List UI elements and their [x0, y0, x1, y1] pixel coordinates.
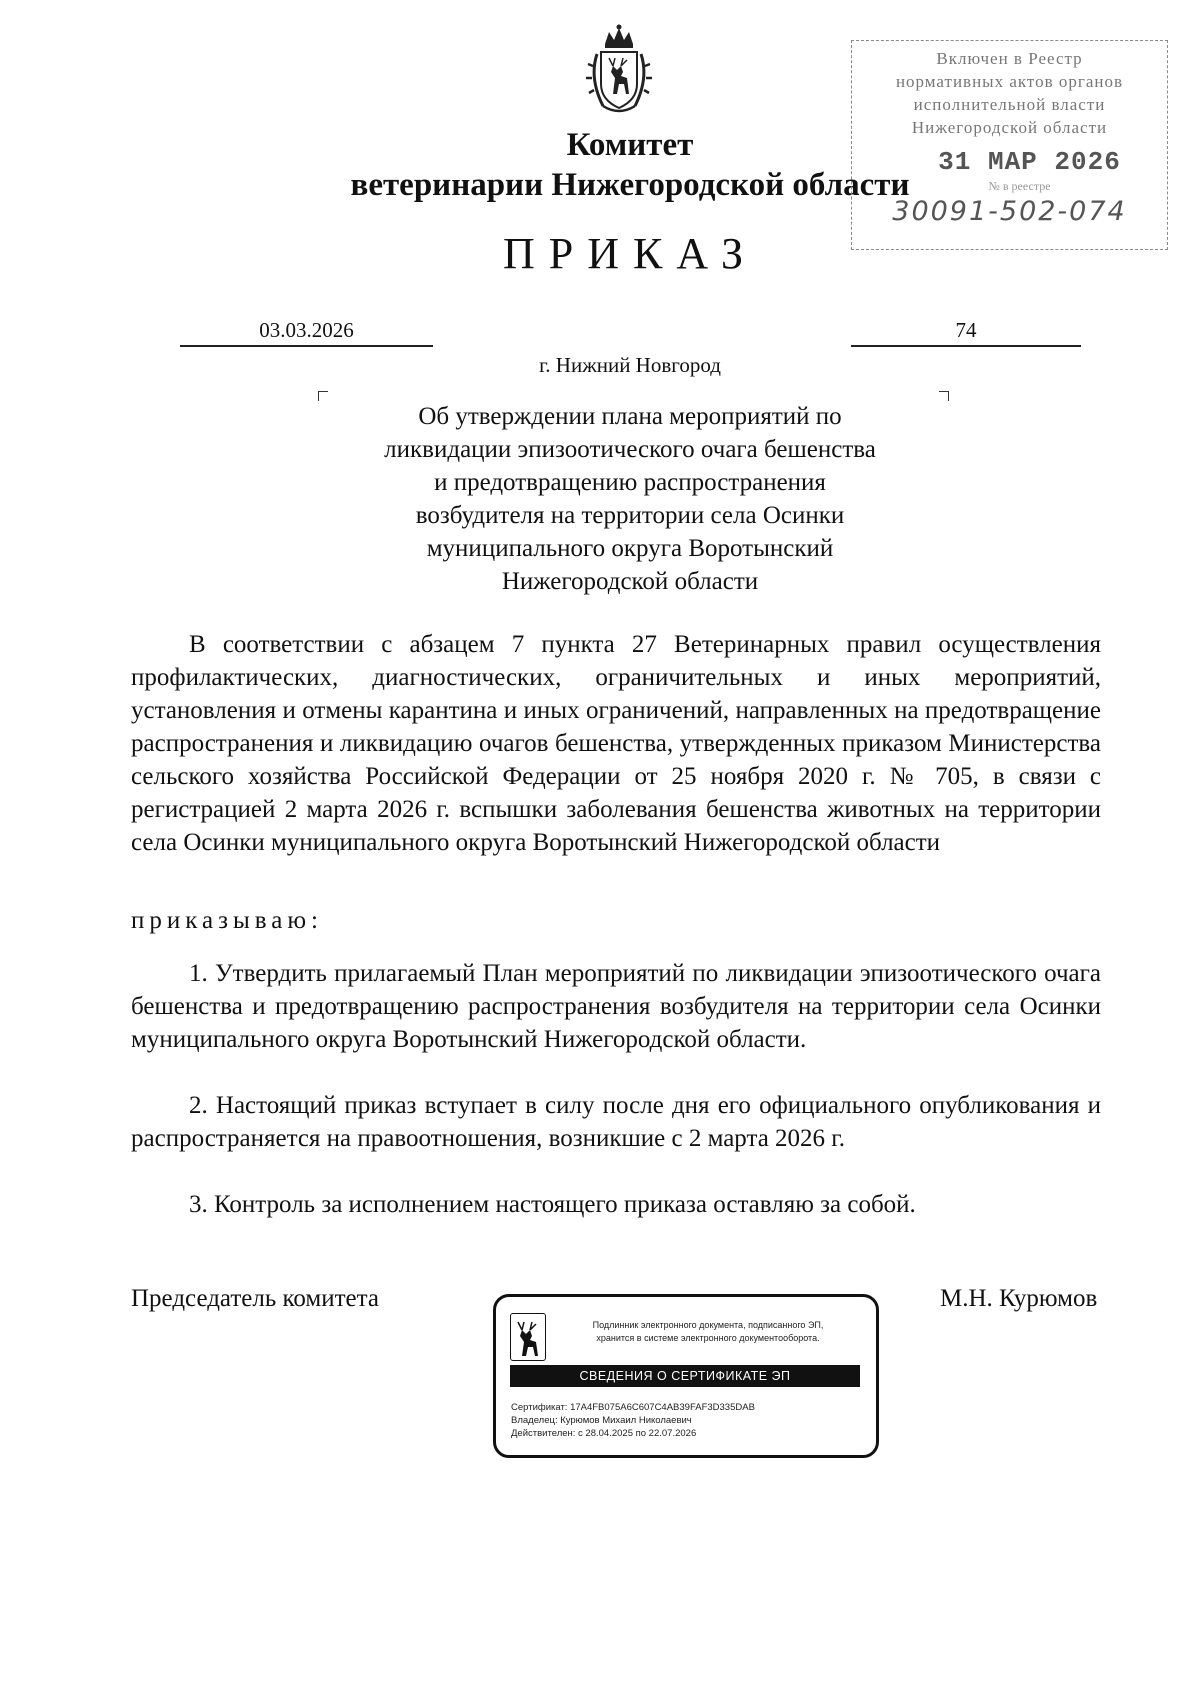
- preamble-paragraph: В соответствии с абзацем 7 пункта 27 Ветеринарных правил осуществления профилактических, диагностических, ограничительных и иных мероприятий, установления и отмены карантина и иных ограничений, направленных на предотвращение распространения и ликвидацию очагов бешенства, утвержденных приказом Министерства сельского хозяйства Российской Федерации от 25 ноября 2020 г. № 705, в связи с регистрацией 2 марта 2026 г. вспышки заболевания бешенства животных на территории села Осинки муниципального округа Воротынский Нижегородской области: [131, 631, 1101, 856]
- signer-position: Председатель комитета: [131, 1285, 379, 1312]
- number-underline: [851, 345, 1081, 347]
- subject-corner-right: [939, 391, 949, 401]
- registry-stamp-line: нормативных актов органов: [895, 72, 1124, 91]
- registry-number-label: № в реестре: [988, 179, 1051, 193]
- subject-corner-left: [318, 391, 328, 401]
- order-item-2: 2. Настоящий приказ вступает в силу после дня его официального опубликования и распространяется на правоотношения, возникшие с 2 марта 2026 г.: [131, 1092, 1101, 1152]
- registry-stamp-line: Включен в Реестр: [936, 49, 1083, 68]
- order-word: приказываю:: [131, 907, 323, 934]
- order-date: 03.03.2026: [259, 318, 354, 342]
- signer-name: М.Н. Курюмов: [940, 1285, 1098, 1312]
- registry-stamp-line: Нижегородской области: [911, 118, 1108, 137]
- org-name-line2: ветеринарии Нижегородской области: [350, 167, 910, 203]
- esign-notice-line: Подлинник электронного документа, подписанного ЭП,: [592, 1320, 824, 1330]
- order-item-3: 3. Контроль за исполнением настоящего приказа оставляю за собой.: [189, 1191, 916, 1218]
- electronic-signature-stamp: [493, 1294, 879, 1458]
- registry-stamp: [851, 40, 1168, 250]
- esign-notice: [558, 1319, 858, 1345]
- nizhny-novgorod-coat-of-arms-icon: [583, 22, 655, 118]
- registry-stamp-line: исполнительной власти: [913, 95, 1106, 114]
- deer-emblem-icon: [510, 1313, 546, 1361]
- subject-line: Об утверждении плана мероприятий по: [418, 403, 842, 430]
- date-underline: [180, 345, 433, 347]
- registry-stamp-date: 31 MAP 2026: [938, 147, 1121, 177]
- esign-notice-line: хранится в системе электронного документооборота.: [596, 1333, 820, 1343]
- esign-details: [511, 1401, 755, 1440]
- subject-line: ликвидации эпизоотического очага бешенства: [384, 436, 876, 463]
- subject-line: Нижегородской области: [501, 568, 759, 595]
- subject-line: и предотвращению распространения: [434, 469, 826, 496]
- esign-validity: Действителен: с 28.04.2025 по 22.07.2026: [511, 1428, 697, 1439]
- document-type-title: ПРИКАЗ: [502, 229, 758, 278]
- esign-certificate: Сертификат: 17A4FB075A6C607C4AB39FAF3D335DAB: [511, 1402, 755, 1413]
- subject-line: муниципального округа Воротынский: [426, 535, 834, 562]
- subject-line: возбудителя на территории села Осинки: [415, 502, 845, 529]
- order-item-1: 1. Утвердить прилагаемый План мероприятий по ликвидации эпизоотического очага бешенства и предотвращению распространения возбудителя на территории села Осинки муниципального округа Воротынский Нижегородской области.: [131, 960, 1101, 1053]
- esign-owner: Владелец: Курюмов Михаил Николаевич: [511, 1415, 692, 1426]
- registry-number: 30091-502-074: [892, 196, 1127, 227]
- org-name-line1: Комитет: [566, 127, 694, 163]
- order-subject: [330, 400, 930, 598]
- order-number: 74: [955, 318, 977, 342]
- esign-header: СВЕДЕНИЯ О СЕРТИФИКАТЕ ЭП: [510, 1365, 860, 1387]
- city: г. Нижний Новгород: [539, 353, 721, 377]
